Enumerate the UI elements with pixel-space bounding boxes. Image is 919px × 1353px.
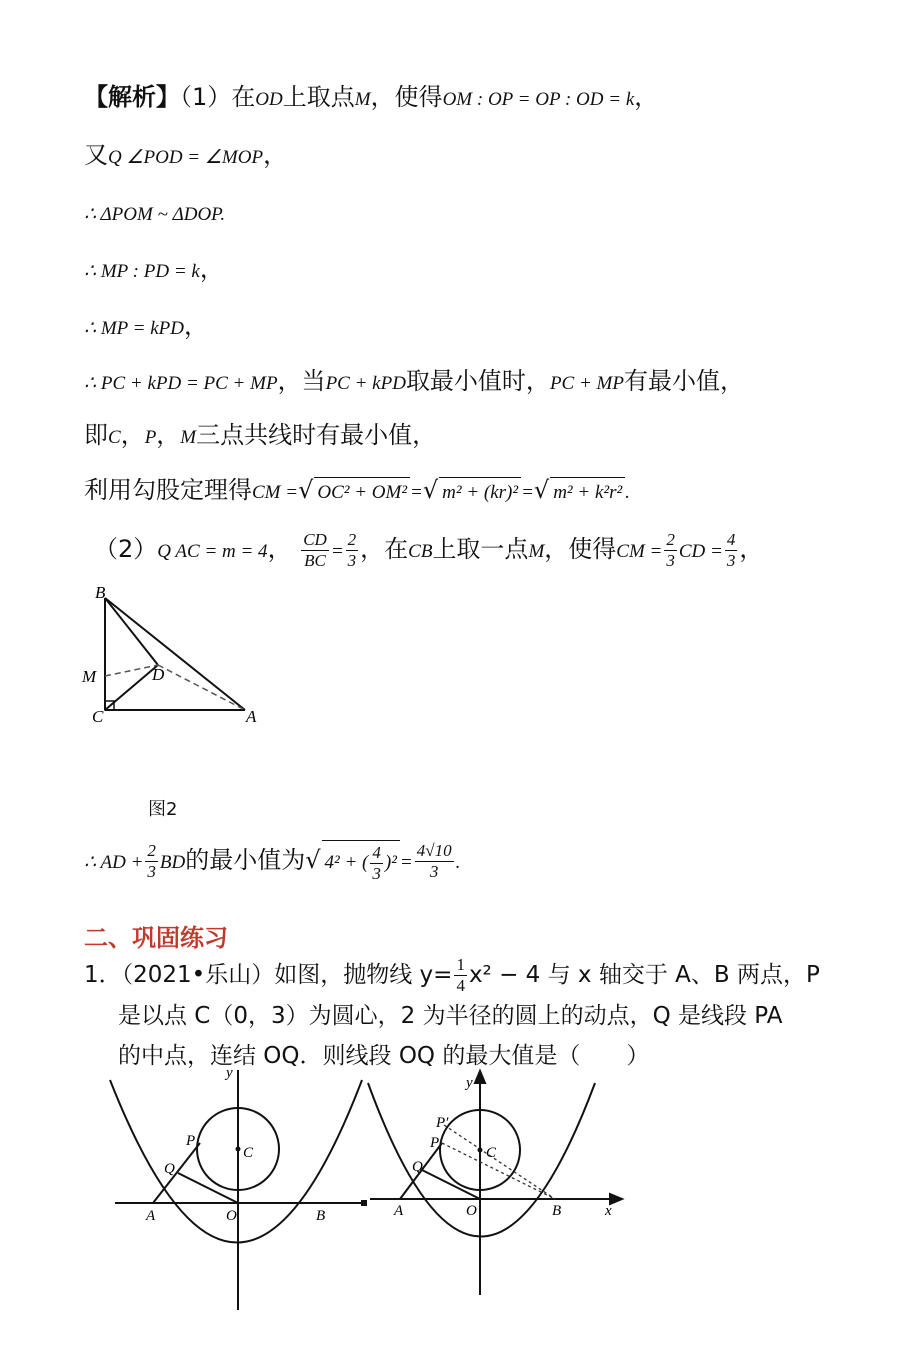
solution-line-2: 又Q ∠POD = ∠MOP，: [84, 141, 288, 169]
problem-1-line-1: 1．（2021•乐山）如图，抛物线 y= $\frac{1}{4}$ x² − 4 与 x 轴交于 A、B 两点，P: [84, 955, 820, 995]
label-p: P: [430, 1135, 440, 1151]
problem-1-line-2: 是以点 C（0，3）为圆心，2 为半径的圆上的动点，Q 是线段 PA: [118, 1003, 783, 1029]
fraction-2-3: $\frac{2}{3}$: [347, 530, 357, 570]
label-c: C: [243, 1145, 254, 1161]
solution-line-10: ∴ AD + $\frac{2}{3}$ BD的最小值为√ 4² + ( $\frac{4}{3}$ )² = $\frac{4√10}{3}$ .: [84, 840, 461, 883]
segment-bd: [105, 598, 158, 665]
graph-left: [100, 1065, 380, 1315]
label-b: B: [552, 1203, 562, 1219]
segment-pa: [153, 1143, 200, 1203]
x-axis-arrow: [610, 1194, 622, 1204]
segment-da: [158, 665, 245, 710]
figure-2-triangle: [70, 580, 270, 730]
segment-p1-b: [444, 1125, 555, 1199]
label-a: A: [146, 1208, 156, 1224]
solution-line-4: ∴ MP : PD = k，: [84, 255, 224, 283]
label-m: M: [82, 667, 97, 686]
problem-1-line-3: 的中点，连结 OQ．则线段 OQ 的最大值是（ ）: [118, 1043, 650, 1069]
label-p: P: [186, 1133, 196, 1149]
center-dot: [478, 1148, 483, 1153]
label-b: B: [95, 583, 106, 602]
label-x: x: [605, 1203, 612, 1219]
label-q: Q: [164, 1161, 175, 1177]
y-axis-arrow: [475, 1071, 485, 1083]
solution-line-7: 即C，P，M三点共线时有最小值，: [84, 421, 437, 449]
graph-right: [360, 1065, 630, 1315]
label-c: C: [486, 1145, 497, 1161]
label-d: D: [152, 665, 165, 684]
solution-line-5: ∴ MP = kPD，: [84, 312, 209, 340]
label-y: y: [466, 1075, 473, 1091]
label-o: O: [226, 1208, 237, 1224]
label-c: C: [92, 707, 104, 726]
label-o: O: [466, 1203, 477, 1219]
solution-line-1: 【解析】（1）在OD上取点M，使得OM : OP = OP : OD = k，: [84, 83, 659, 111]
solution-line-8: 利用勾股定理得CM =√ OC² + OM² =√ m² + (kr)² =√ m² + k²r² .: [84, 475, 630, 508]
label-a: A: [246, 707, 257, 726]
problem-1: [84, 955, 854, 1076]
segment-cd: [105, 665, 158, 710]
label-a: A: [394, 1203, 404, 1219]
analysis-label: 【解析】: [84, 83, 180, 111]
solution-line-6: ∴ PC + kPD = PC + MP，当PC + kPD取最小值时，PC + MP有最小值，: [84, 367, 744, 395]
fraction-cd-bc: $\frac{CD}{BC}$: [303, 530, 327, 570]
label-q: Q: [412, 1159, 423, 1175]
label-p-prime: P′: [436, 1115, 449, 1131]
figure-2-caption: 图2: [148, 799, 178, 820]
solution-line-3: ∴ ΔPOM ~ ΔDOP.: [84, 204, 226, 225]
section-title: 二、巩固练习: [84, 924, 228, 952]
segment-oq: [422, 1170, 480, 1199]
label-b: B: [316, 1208, 326, 1224]
label-y: y: [226, 1065, 233, 1081]
segment-p-b: [442, 1143, 555, 1199]
solution-line-9: （2）Q AC = m = 4， $\frac{CD}{BC}$ = $\frac{2}{3}$ ，在CB上取一点M，使得CM = $\frac{2}{3}$ CD = $\frac{4}{3}$ ，: [94, 530, 764, 570]
center-dot: [236, 1147, 241, 1152]
